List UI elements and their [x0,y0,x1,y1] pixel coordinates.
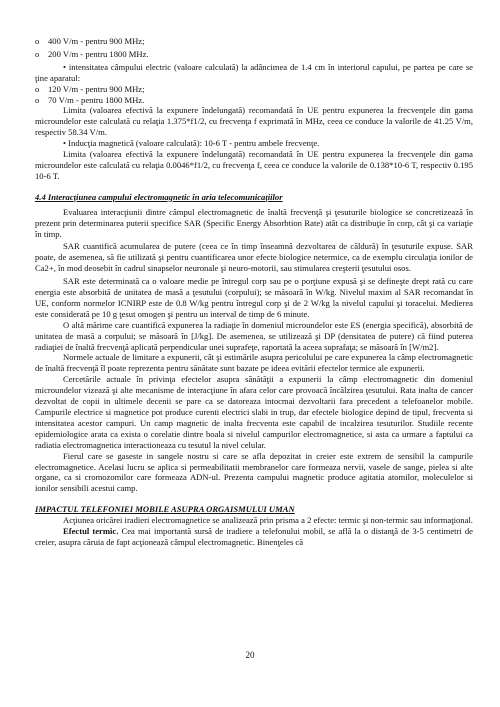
limit-paragraph: Limita (valoarea efectivă la expunere îndelungată) recomandată în UE pentru expunerea la frecvenţele din gama microundelor este calculată cu relaţia 0.0046*f1/2, cu frecvenţa f, ceea ce conduce la valorile de 0.138*10-6 T, respectiv 0.195 10-6 T. [35,149,473,181]
section-title: Interacţiunea campului electromagnetic în aria telecomunicaţiilor [47,191,283,202]
limit-paragraph: Limita (valoarea efectivă la expunere îndelungată) recomandată în UE pentru expunerea la frecvenţele din gama microundelor este calculată cu relaţia 1.375*f1/2, cu frecvenţa f exprimată în MHz, ceea ce conduce la valorile de 41.25 V/m, respectiv 58.34 V/m. [35,105,473,138]
list-item-text: 70 V/m - pentru 1800 MHz. [48,94,145,105]
paragraph: Fierul care se gaseste in sangele nostru si care se afla depozitat in creier este extrem de sensibil la campurile electromagnetice. Acelasi lucru se aplica si permeabilitatii membranelor care formeaza nervii, vasele de sange, pielea si alte organe, ca si cromozomilor care formeaza ADN-ul. Prezenta campului magnetic produce agitatia atomilor, moleculelor si ionilor sensibili acestui camp. [35,450,473,494]
list-item [35,84,473,95]
magnetic-induction-line: • Inducţia magnetică (valoare calculată): 10-6 T - pentru ambele frecvenţe. [63,138,320,149]
impact-heading-text: IMPACTUL TELEFONIEI MOBILE ASUPRA ORGAISMULUI UMAN [35,504,295,515]
list-item [35,49,473,60]
section-heading [35,192,473,203]
paragraph: Evaluarea interacţiunii dintre câmpul electromagnetic de înaltă frecvenţă şi ţesuturile biologice se concretizează în prezent prin determinarea puterii specifice SAR (Specific Energy Absorbtion Rate) atât ca distribuţie în corp, cât şi ca variaţie în timp. [35,206,473,239]
bullet-marker: o [35,36,40,46]
paragraph: O altă mărime care cuantifică expunerea la radiaţie în domeniul microundelor este ES (energia specifică), absorbită de unitatea de masă a corpului; se măsoară în [J/kg]. De asemenea, se utilizează şi DP (densitatea de putere) că fiind puterea radiaţiei de înaltă frecvenţă aplicată perpendicular unei suprafeţe, raportată la aceea suprafaţa; se măsoară în [W/m2]. [35,319,473,352]
paragraph: SAR este determinată ca o valoare medie pe întregul corp sau pe o porţiune expusă şi se defineşte drept rată cu care energia este absorbită de unitatea de masă a ţesutului (corpului); se măsoară în W/kg. Nivelul maxim al SAR recomandat în UE, conform normelor ICNIRP este de 0.8 W/kg pentru întregul corp şi de 2 W/kg la nivelul capului şi toracelui. Medierea este considerată pe 10 g ţesut omogen şi pentru un interval de timp de 6 minute. [35,276,473,319]
list-item-text: 200 V/m - pentru 1800 MHz. [48,48,149,59]
thermal-effect-paragraph [35,526,473,548]
intensity-intro: • intensitatea câmpului electric (valoare calculată) la adâncimea de 1.4 cm în interiorul capului, pe partea pe care se ţine aparatul: [35,61,473,83]
list-item-text: 400 V/m - pentru 900 MHz; [48,36,145,46]
paragraph: Normele actuale de limitare a expunerii, cât şi estimările asupra pericolului pe care expunerea la câmp electromagnetic de înaltă frecvenţă îl poate reprezenta pentru sănătate sunt bazate pe ideea evitării efectelor termice ale expunerii. [35,352,473,374]
paragraph: Cercetările actuale în privinţa efectelor asupra sănătăţii a expunerii la câmp electromagnetic din domeniul microundelor vizează şi alte mecanisme de interacţiune în afara celor care provoacă încălzirea ţesutului. Rata inalta de cancer dezvoltat de copii in ultimele decenii se pare ca se datoreaza intocmai dezvoltarii fara precedent a telefoanelor mobile. Campurile electrice si magnetice pot produce curenti electrici slabi in trup, dar efectele biologice depind de tipul, frecventa si intensitatea acestor campuri. Un camp magnetic de inalta frecventa este capabil de incalzirea tesuturilor. Studiile recente epidemiologice arata ca exista o corelatie dintre boala si nivelul campurilor electromagnetice, si asta ca urmare a faptului ca radiatia electromagnetica interactioneaza cu tesutul la nivel celular. [35,374,473,450]
list-item [35,95,473,106]
impact-heading [35,504,473,515]
list-item-text: 120 V/m - pentru 900 MHz; [48,83,145,94]
bullet-marker: o [35,48,40,59]
paragraph: SAR cuantifică acumularea de putere (ceea ce în timp înseamnă dezvoltarea de căldură) în ţesuturile expuse. SAR poate, de asemenea, să fie utilizată şi pentru cuantificarea unor efecte biologice netermice, ca de exemplu circulaţia ionilor de Ca2+, în mod deosebit în cadrul sinapselor neuronale şi neuro-motorii, sau stimularea creşterii ţesutului osos. [35,241,473,274]
thermal-effect-text: Cea mai importantă sursă de iradiere a telefonului mobil, se află la o distanţă de 3-5 centimetri de creier, asupra căruia de fapt acţionează câmpul electromagnetic. Binenţeles că [35,526,473,547]
page-content [35,36,473,548]
bullet-marker: o [35,94,40,105]
bullet-marker: o [35,83,40,94]
section-number: 4.4 [35,191,48,202]
list-item [35,36,473,47]
thermal-effect-label: Efectul termic. [63,526,119,537]
page-number: 20 [245,650,255,660]
impact-intro: Acţiunea oricărei iradieri electromagnetice se analizează prin prisma a 2 efecte: termic şi non-termic sau informaţional. [63,515,473,526]
